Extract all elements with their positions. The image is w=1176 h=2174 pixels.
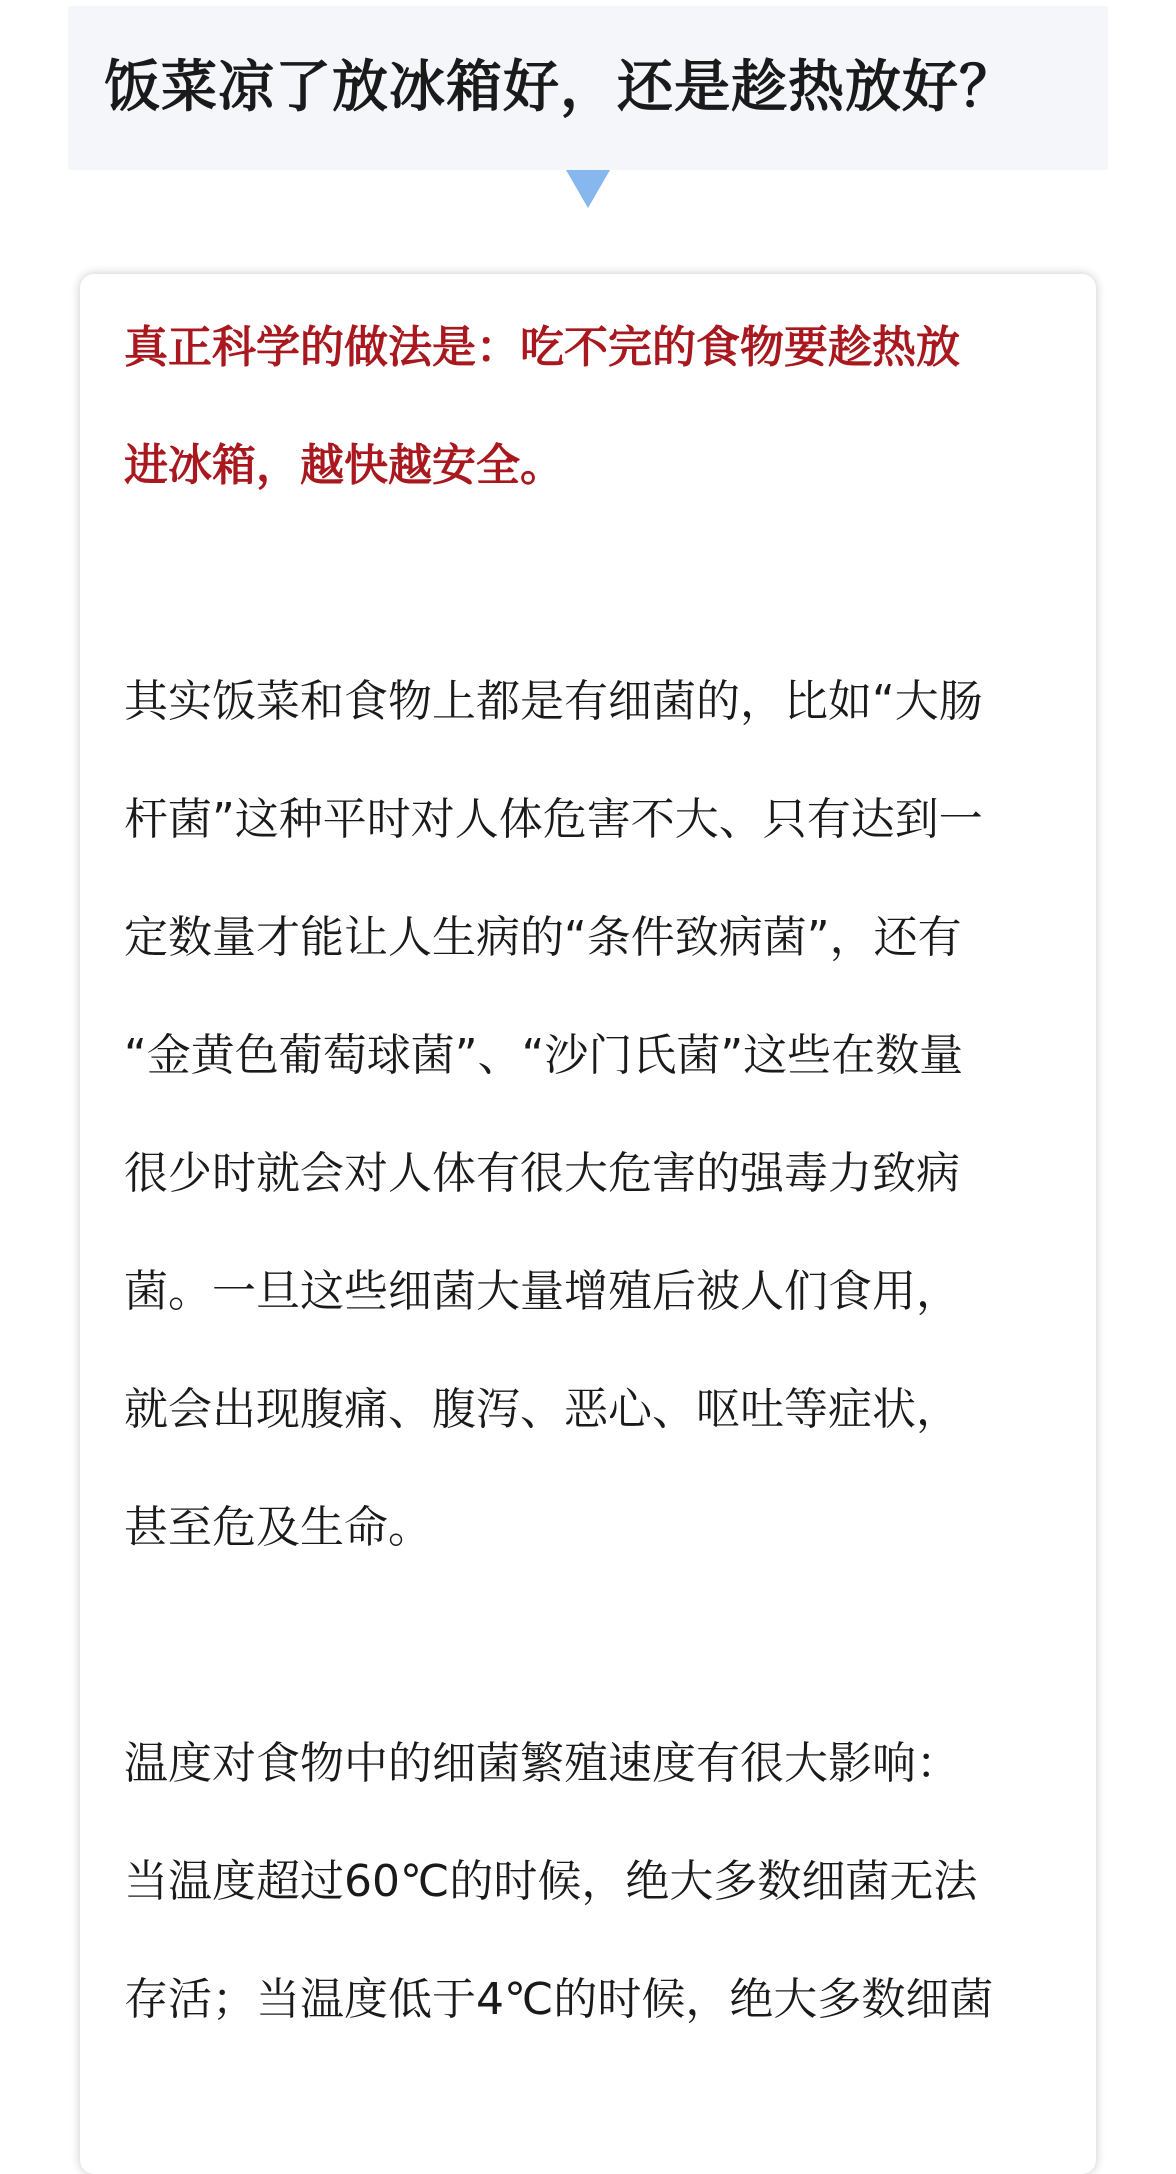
- paragraph-line: 定数量才能让人生病的“条件致病菌”，还有: [124, 912, 962, 963]
- paragraph-line: 存活；当温度低于4℃的时候，绝大多数细菌: [124, 1974, 994, 2025]
- paragraph-line: 就会出现腹痛、腹泻、恶心、呕吐等症状，: [124, 1384, 960, 1435]
- highlight-line: 真正科学的做法是：吃不完的食物要趁热放: [124, 322, 960, 373]
- paragraph-line: 菌。一旦这些细菌大量增殖后被人们食用，: [124, 1266, 960, 1317]
- paragraph-line: 杆菌”这种平时对人体危害不大、只有达到一: [124, 794, 983, 845]
- content-card: [80, 274, 1096, 2174]
- paragraph-line: 其实饭菜和食物上都是有细菌的，比如“大肠: [124, 676, 983, 727]
- title-banner: [68, 6, 1108, 170]
- paragraph-gap: [124, 549, 1064, 667]
- paragraph-line: 甚至危及生命。: [124, 1502, 432, 1553]
- paragraph-gap: [124, 1611, 1064, 1729]
- card-body: [124, 313, 1064, 2083]
- article-title: 饭菜凉了放冰箱好，还是趁热放好？: [104, 55, 1016, 120]
- highlight-line: 进冰箱，越快越安全。: [124, 440, 564, 491]
- paragraph-line: 温度对食物中的细菌繁殖速度有很大影响：: [124, 1738, 960, 1789]
- paragraph-line: 当温度超过60℃的时候，绝大多数细菌无法: [124, 1856, 978, 1907]
- paragraph-line: 很少时就会对人体有很大危害的强毒力致病: [124, 1148, 960, 1199]
- down-triangle-icon: [566, 170, 610, 208]
- paragraph-line: “金黄色葡萄球菌”、“沙门氏菌”这些在数量: [124, 1030, 964, 1081]
